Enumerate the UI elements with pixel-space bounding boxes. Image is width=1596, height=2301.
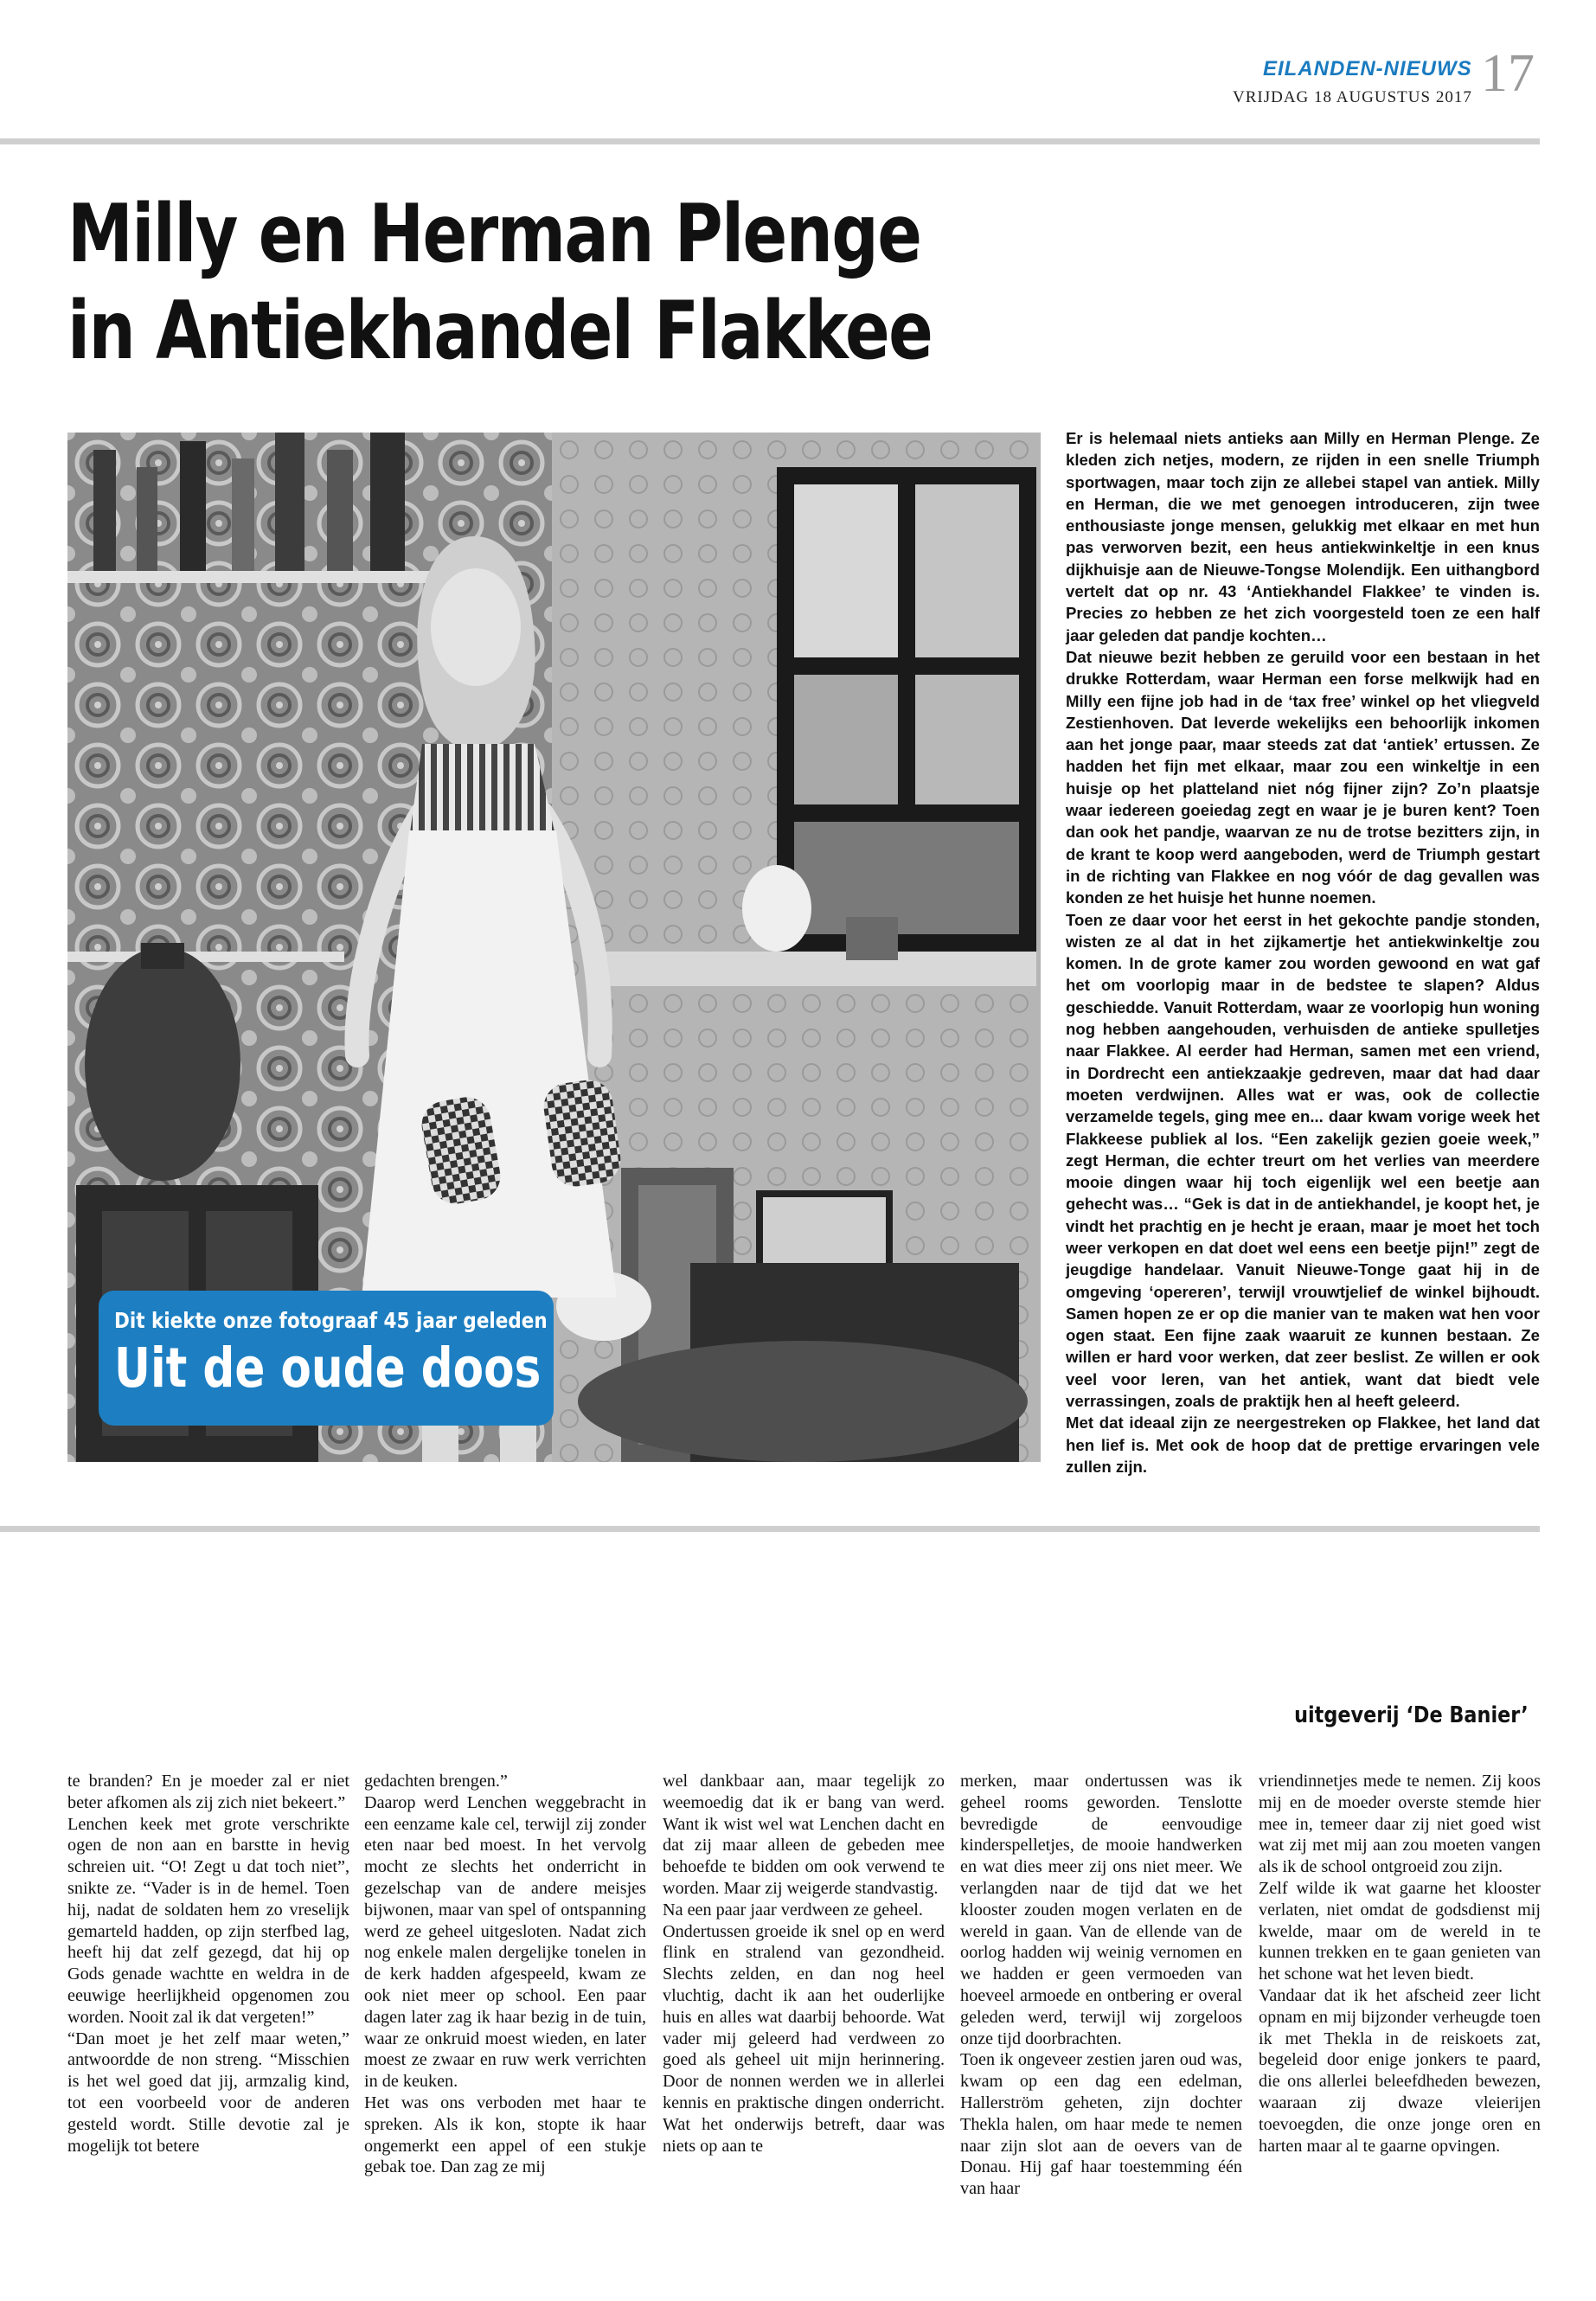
masthead-logo: EILANDEN-NIEUWS [1263,57,1472,80]
caption-box [99,1291,554,1426]
caption-kicker: Dit kiekte onze fotograaf 45 jaar geleden [114,1308,548,1333]
headline-line-1: Milly en Herman Plenge [67,187,921,280]
masthead-date: VRIJDAG 18 AUGUSTUS 2017 [1233,88,1472,106]
caption-title: Uit de oude doos [114,1336,542,1400]
article-paragraph: Dat nieuwe bezit hebben ze geruild voor een bestaan in het drukke Rotterdam, waar Herman een forse melkwijk had en Milly een fijne job had in de ‘tax free’ winkel op het vliegveld Zestienhoven. Dat leverde wekelijks een behoorlijk inkomen aan het jonge paar, maar steeds zat dat ‘antiek’ ertussen. Ze hadden het fijn met elkaar, maar zou een winkeltje in een huisje op het platteland niet nóg fijner zijn? Zo’n plaatsje waar iedereen goeiedag zegt en waar je je buren kent? Toen dan ook het pandje, waarvan ze nu de trotse bezitters zijn, in de krant te koop werd aangeboden, werd de Triumph gestart in de richting van Flakkee en nog vóór de dag gevallen was konden ze het huisje het hunne noemen. [1066,647,1540,907]
article-paragraph: Met dat ideaal zijn ze neergestreken op Flakkee, het land dat hen lief is. Met ook de hoop dat de prettige ervaringen vele zullen zijn. [1066,1413,1540,1476]
headline-line-2: in Antiekhandel Flakkee [67,284,933,377]
page-number: 17 [1481,44,1535,103]
article-body [1066,427,1540,1477]
story-column-5: vriendinnetjes mede te nemen. Zij koos mij en de moeder overste stemde hier mee in, temeer daar zij niet goed wist wat zij met mij aan zou moeten vangen als ik de school ontgroeid zou zijn. Zelf wilde ik wat gaarne het klooster verlaten, niet omdat de godsdienst mij kwelde, maar om de wereld in te kunnen trekken en te gaan genieten van het schone wat het leven biedt. Vandaar dat ik het afscheid zeer licht opnam en mij bijzonder verheugde toen ik met Thekla in de reiskoets zat, begeleid door enige jonkers te paard, die ons allerlei beleefdheden bewezen, waaraan zij dwaze vleierijen toevoegden, die onze jonge oren en harten maar al te gaarne opvingen. [1259,1772,1541,2156]
top-rule [0,138,1540,144]
middle-rule [0,1526,1540,1532]
headline [67,185,990,379]
story-column-2: gedachten brengen.” Daarop werd Lenchen weggebracht in een eenzame kale cel, terwijl zij zonder eten naar bed moest. In het vervolg mocht ze slechts het onderricht in gezelschap van de andere meisjes bijwonen, maar van spel of ontspanning werd ze geheel uitgesloten. Nadat zich nog enkele malen dergelijke tonelen in de kerk hadden afgespeeld, kwam ze ook niet meer op school. Een paar dagen later zag ik haar bezig in de tuin, waar ze onkruid moest wieden, en later moest ze zwaar en ruw werk verrichten in de keuken. Het was ons verboden met haar te spreken. Als ik kon, stopte ik haar ongemerkt een appel of een stukje gebak toe. Dan zag ze mij [364,1772,646,2177]
article-paragraph: Er is helemaal niets antieks aan Milly en Herman Plenge. Ze kleden zich netjes, modern, ze rijden in een snelle Triumph sportwagen, maar toch zijn ze allebei stapel van antiek. Milly en Herman, die we met genoegen introduceren, zijn twee enthousiaste jonge mensen, gelukkig met elkaar en met hun pas verworven bezit, een heus antiekwinkeltje in een knus dijkhuisje aan de Nieuwe-Tongse Molendijk. Een uithangbord vertelt dat op nr. 43 ‘Antiekhandel Flakkee’ te vinden is. Precies zo hebben ze het zich voorgesteld toen ze een half jaar geleden dat pandje kochten… [1066,429,1540,644]
story-column-4: merken, maar ondertussen was ik geheel rooms geworden. Tenslotte bevredigde de eenvoudige kinderspelletjes, de mooie handwerken en wat dies meer zij ons niet meer. We verlangden naar de tijd dat we het klooster zouden mogen verlaten en de wereld in gaan. Van de ellende van de oorlog hadden wij weinig vernomen en we hadden er geen vermoeden van hoeveel armoede en ontbering er overal geleden werd, terwijl wij zorgeloos onze tijd doorbrachten. Toen ik ongeveer zestien jaren oud was, kwam op een dag een edelman, Hallerström geheten, zijn dochter Thekla halen, om haar mede te nemen naar zijn slot aan de oevers van de Donau. Hij gaf haar toestemming één van haar [960,1772,1242,2199]
article-paragraph: Toen ze daar voor het eerst in het gekochte pandje stonden, wisten ze al dat in het zijkamertje het antiekwinkeltje zou komen. In de grote kamer zou worden gewoond en wat gaf het om voorlopig maar in de bedstee te slapen? Aldus geschiedde. Vanuit Rotterdam, waar ze voorlopig hun woning nog hebben aangehouden, verhuisden de antieke spulletjes naar Flakkee. Al eerder had Herman, samen met een vriend, in Dordrecht een antiekzaakje gedreven, maar dat had daar moeten verdwijnen. Alles wat er was, ook de collectie verzamelde tegels, ging mee en... daar kwam vorige week het Flakkeese publiek al los. “Een zakelijk gezien goeie week,” zegt Herman, die echter treurt om het verlies van meerdere mooie dingen waar hij toch eigenlijk wel een beetje aan gehecht was… “Gek is dat in de antiekhandel, je koopt het, je vindt het prachtig en je hecht je eraan, maar je moet het toch weer verkopen en dat doet wel eens een beetje pijn!” zegt de jeugdige handelaar. Vanuit Nieuwe-Tonge gaat hij in de omgeving ‘opereren’, terwijl vrouwtjelief de winkel bijhoudt. Samen hopen ze er op die manier van te maken wat hen voor ogen staat. Een fijne zaak waaruit ze kunnen bestaan. Ze willen er hard voor werken, dat zeer beslist. Ze willen er ook veel voor leren, van het antiek, want dat biedt vele verrassingen, zoals de praktijk hen al heeft geleerd. [1066,910,1540,1411]
story-column-3: wel dankbaar aan, maar tegelijk zo weemoedig dat ik er bang van werd. Want ik wist wel wat Lenchen dacht en dat zij maar alleen de gebeden mee behoefde te bidden om ook verwend te worden. Maar zij weigerde standvastig. Na een paar jaar verdween ze geheel. Ondertussen groeide ik snel op en werd flink en stralend van gezondheid. Slechts zelden, en dan nog heel vluchtig, dacht ik aan het ouderlijke huis en alles wat daarbij behoorde. Wat vader mij geleerd had verdween zo goed als geheel uit mijn herinnering. Door de nonnen werden we in allerlei kennis en praktische dingen onderricht. Wat het onderwijs betreft, daar was niets op aan te [663,1772,945,2156]
publisher-label: uitgeverij ‘De Banier’ [1294,1702,1529,1728]
story-column-1: te branden? En je moeder zal er niet beter afkomen als zij zich niet bekeert.” Lenchen keek met grote verschrikte ogen de non aan en barstte in hevig schreien uit. “O! Zegt u dat toch niet”, snikte ze. “Vader is in de hemel. Toen hij, nadat de soldaten hem zo vreselijk gemarteld hadden, op zijn sterfbed lag, heeft hij dat zelf gezegd, dat hij op Gods genade wachtte en weldra in de eeuwige heerlijkheid opgenomen zou worden. Nooit zal ik dat vergeten!” “Dan moet je het zelf maar weten,” antwoordde de non streng. “Misschien is het wel goed dat jij, armzalig kind, tot een voorbeeld voor de anderen gesteld wordt. Stille devotie zal je mogelijk tot betere [67,1772,349,2156]
